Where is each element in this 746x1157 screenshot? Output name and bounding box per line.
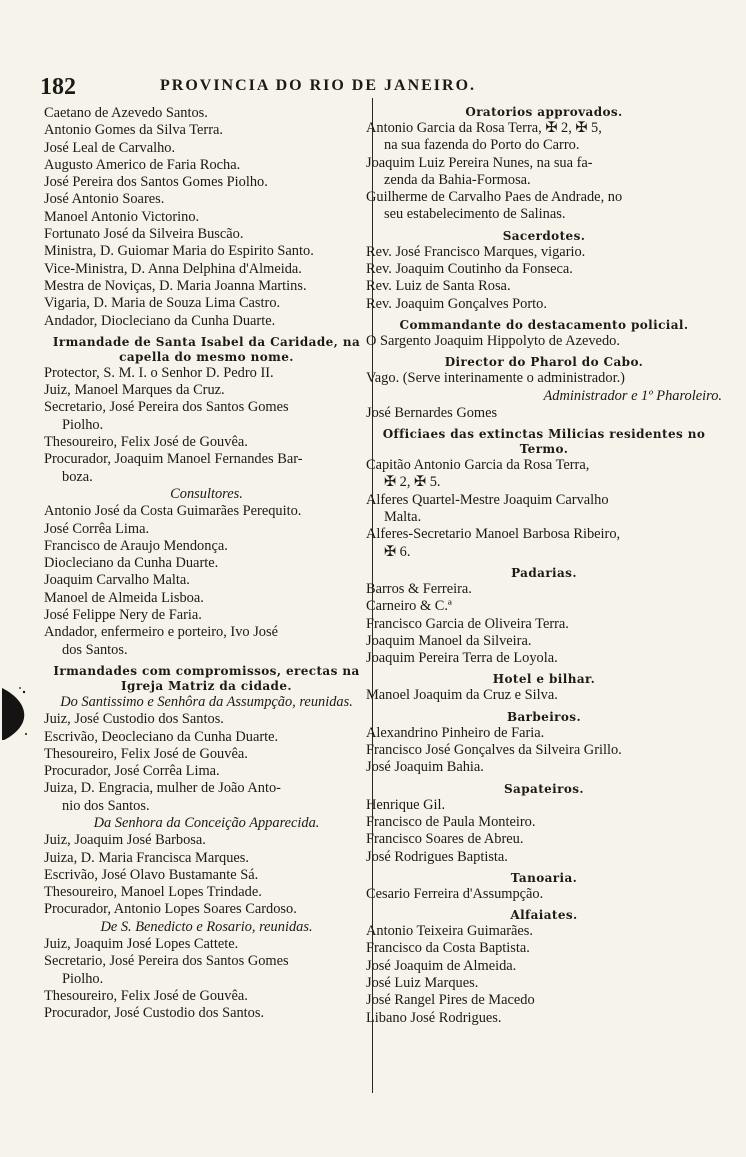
list-entry: José Pereira dos Santos Gomes Piolho.	[44, 174, 268, 191]
list-entry: Vago. (Serve interinamente o administrador.)	[366, 370, 625, 387]
list-entry: Antonio José da Costa Guimarães Perequito.	[44, 503, 302, 520]
list-entry: Henrique Gil.	[366, 796, 446, 813]
entry-continuation: ✠ 2, ✠ 5.	[384, 474, 441, 491]
section-heading: Sapateiros.	[503, 781, 584, 796]
list-entry: Rev. José Francisco Marques, vigario.	[366, 243, 586, 260]
section-heading: Sacerdotes.	[502, 228, 586, 243]
list-entry: Secretario, José Pereira dos Santos Gomes	[44, 399, 289, 416]
subsection-heading: Do Santissimo e Senhôra da Assumpção, reunidas.	[60, 693, 353, 710]
list-entry: Vice-Ministra, D. Anna Delphina d'Almeida.	[44, 260, 302, 277]
section-heading: Irmandades com compromissos, erectas na Igreja Matriz da cidade.	[53, 663, 360, 693]
list-entry: Rev. Joaquim Gonçalves Porto.	[366, 295, 547, 312]
list-entry: Thesoureiro, Felix José de Gouvêa.	[44, 987, 248, 1004]
subsection-heading: Consultores.	[170, 485, 243, 502]
section-heading: Barbeiros.	[506, 709, 582, 724]
list-entry: José Rodrigues Baptista.	[366, 848, 508, 865]
list-entry: Juiz, Manoel Marques da Cruz.	[44, 382, 225, 399]
list-entry: Procurador, José Custodio dos Santos.	[44, 1005, 265, 1022]
section-heading: Tanoaria.	[510, 870, 578, 885]
list-entry: Libano José Rodrigues.	[366, 1009, 502, 1026]
entry-continuation: Piolho.	[62, 970, 104, 987]
list-entry: Alferes-Secretario Manoel Barbosa Ribeiro,	[366, 526, 621, 543]
subsection-heading: Administrador e 1º Pharoleiro.	[543, 387, 722, 404]
section-heading: Alfaiates.	[510, 908, 578, 923]
list-entry: Rev. Joaquim Coutinho da Fonseca.	[366, 261, 573, 278]
list-entry: José Leal de Carvalho.	[44, 139, 176, 156]
list-entry: Augusto Americo de Faria Rocha.	[44, 156, 241, 173]
list-entry: Alexandrino Pinheiro de Faria.	[366, 724, 545, 741]
section-heading: Irmandade de Santa Isabel da Caridade, na capella do mesmo nome.	[52, 334, 361, 364]
list-entry: Antonio Teixeira Guimarães.	[366, 923, 533, 940]
entry-continuation: Piolho.	[62, 416, 104, 433]
list-entry: Procurador, José Corrêa Lima.	[44, 763, 220, 780]
list-entry: Carneiro & C.ª	[366, 598, 452, 615]
list-entry: Ministra, D. Guiomar Maria do Espirito Santo.	[44, 243, 314, 260]
section-heading: Officiaes das extinctas Milicias residentes no Termo.	[382, 427, 706, 457]
list-entry: Diocleciano da Cunha Duarte.	[44, 555, 219, 572]
list-entry: Joaquim Pereira Terra de Loyola.	[366, 650, 558, 667]
list-entry: Francisco da Costa Baptista.	[366, 940, 530, 957]
section-heading: Director do Pharol do Cabo.	[444, 355, 644, 370]
entry-continuation: Malta.	[384, 509, 422, 526]
list-entry: Antonio Gomes da Silva Terra.	[44, 122, 223, 139]
list-entry: Andador, Diocleciano da Cunha Duarte.	[44, 312, 276, 329]
list-entry: Juiz, Joaquim José Barbosa.	[44, 832, 206, 849]
list-entry: Mestra de Noviças, D. Maria Joanna Martins.	[44, 277, 307, 294]
list-entry: Escrivão, José Olavo Bustamante Sá.	[44, 866, 259, 883]
list-entry: Alferes Quartel-Mestre Joaquim Carvalho	[366, 491, 609, 508]
list-entry: Francisco Soares de Abreu.	[366, 831, 524, 848]
list-entry: Antonio Garcia da Rosa Terra, ✠ 2, ✠ 5,	[366, 120, 602, 136]
entry-continuation: zenda da Bahia-Formosa.	[384, 171, 531, 188]
list-entry: Rev. Luiz de Santa Rosa.	[366, 278, 511, 295]
right-column	[366, 105, 722, 1027]
list-entry: Juiza, D. Maria Francisca Marques.	[44, 849, 249, 866]
list-entry: Manoel de Almeida Lisboa.	[44, 589, 204, 606]
list-entry: Francisco de Araujo Mendonça.	[44, 537, 228, 554]
list-entry: Fortunato José da Silveira Buscão.	[44, 226, 244, 243]
entry-continuation: boza.	[62, 468, 93, 485]
list-entry: Joaquim Luiz Pereira Nunes, na sua fa-	[366, 154, 593, 171]
ink-blot-mark	[0, 682, 28, 744]
list-entry: Protector, S. M. I. o Senhor D. Pedro II.	[44, 364, 274, 381]
entry-continuation: dos Santos.	[62, 641, 128, 658]
list-entry: José Bernardes Gomes	[366, 404, 498, 421]
list-entry: Thesoureiro, Felix José de Gouvêa.	[44, 434, 248, 451]
list-entry: Andador, enfermeiro e porteiro, Ivo José	[44, 624, 278, 641]
section-heading: Padarias.	[511, 565, 577, 580]
section-heading: Oratorios approvados.	[465, 105, 623, 119]
list-entry: José Rangel Pires de Macedo	[366, 992, 535, 1009]
list-entry: Francisco de Paula Monteiro.	[366, 813, 536, 830]
list-entry: Manoel Antonio Victorino.	[44, 208, 200, 225]
entry-continuation: ✠ 6.	[384, 543, 411, 560]
list-entry: José Felippe Nery de Faria.	[44, 607, 202, 624]
subsection-heading: De S. Benedicto e Rosario, reunidas.	[100, 918, 313, 935]
list-entry: O Sargento Joaquim Hippolyto de Azevedo.	[366, 332, 620, 349]
list-entry: Manoel Joaquim da Cruz e Silva.	[366, 687, 558, 704]
list-entry: Vigaria, D. Maria de Souza Lima Castro.	[44, 295, 281, 312]
list-entry: José Joaquim Bahia.	[366, 759, 484, 776]
left-column	[44, 105, 369, 1023]
list-entry: Francisco José Gonçalves da Silveira Grillo.	[366, 742, 622, 759]
list-entry: Barros & Ferreira.	[366, 580, 472, 597]
list-entry: Escrivão, Deocleciano da Cunha Duarte.	[44, 728, 279, 745]
list-entry: Secretario, José Pereira dos Santos Gomes	[44, 953, 289, 970]
list-entry: José Joaquim de Almeida.	[366, 957, 517, 974]
list-entry: José Corrêa Lima.	[44, 520, 150, 537]
list-entry: Thesoureiro, Felix José de Gouvêa.	[44, 745, 248, 762]
entry-continuation: nio dos Santos.	[62, 797, 150, 814]
list-entry: Caetano de Azevedo Santos.	[44, 105, 208, 121]
list-entry: Joaquim Carvalho Malta.	[44, 572, 190, 589]
list-entry: José Antonio Soares.	[44, 191, 165, 208]
list-entry: José Luiz Marques.	[366, 974, 479, 991]
list-entry: Juiza, D. Engracia, mulher de João Anto-	[44, 780, 281, 797]
list-entry: Capitão Antonio Garcia da Rosa Terra,	[366, 457, 590, 474]
list-entry: Joaquim Manoel da Silveira.	[366, 632, 532, 649]
list-entry: Procurador, Joaquim Manoel Fernandes Bar-	[44, 451, 303, 468]
entry-continuation: seu estabelecimento de Salinas.	[384, 206, 566, 223]
list-entry: Thesoureiro, Manoel Lopes Trindade.	[44, 884, 262, 901]
list-entry: Cesario Ferreira d'Assumpção.	[366, 885, 544, 902]
section-heading: Commandante do destacamento policial.	[399, 317, 689, 332]
list-entry: Juiz, José Custodio dos Santos.	[44, 711, 224, 728]
list-entry: Procurador, Antonio Lopes Soares Cardoso.	[44, 901, 297, 918]
entry-continuation: na sua fazenda do Porto do Carro.	[384, 137, 580, 154]
subsection-heading: Da Senhora da Conceição Apparecida.	[93, 814, 320, 831]
running-head: PROVINCIA DO RIO DE JANEIRO.	[160, 77, 477, 94]
list-entry: Francisco Garcia de Oliveira Terra.	[366, 615, 569, 632]
page-number: 182	[40, 74, 76, 100]
list-entry: Juiz, Joaquim José Lopes Cattete.	[44, 936, 239, 953]
section-heading: Hotel e bilhar.	[492, 672, 596, 687]
list-entry: Guilherme de Carvalho Paes de Andrade, no	[366, 189, 623, 206]
